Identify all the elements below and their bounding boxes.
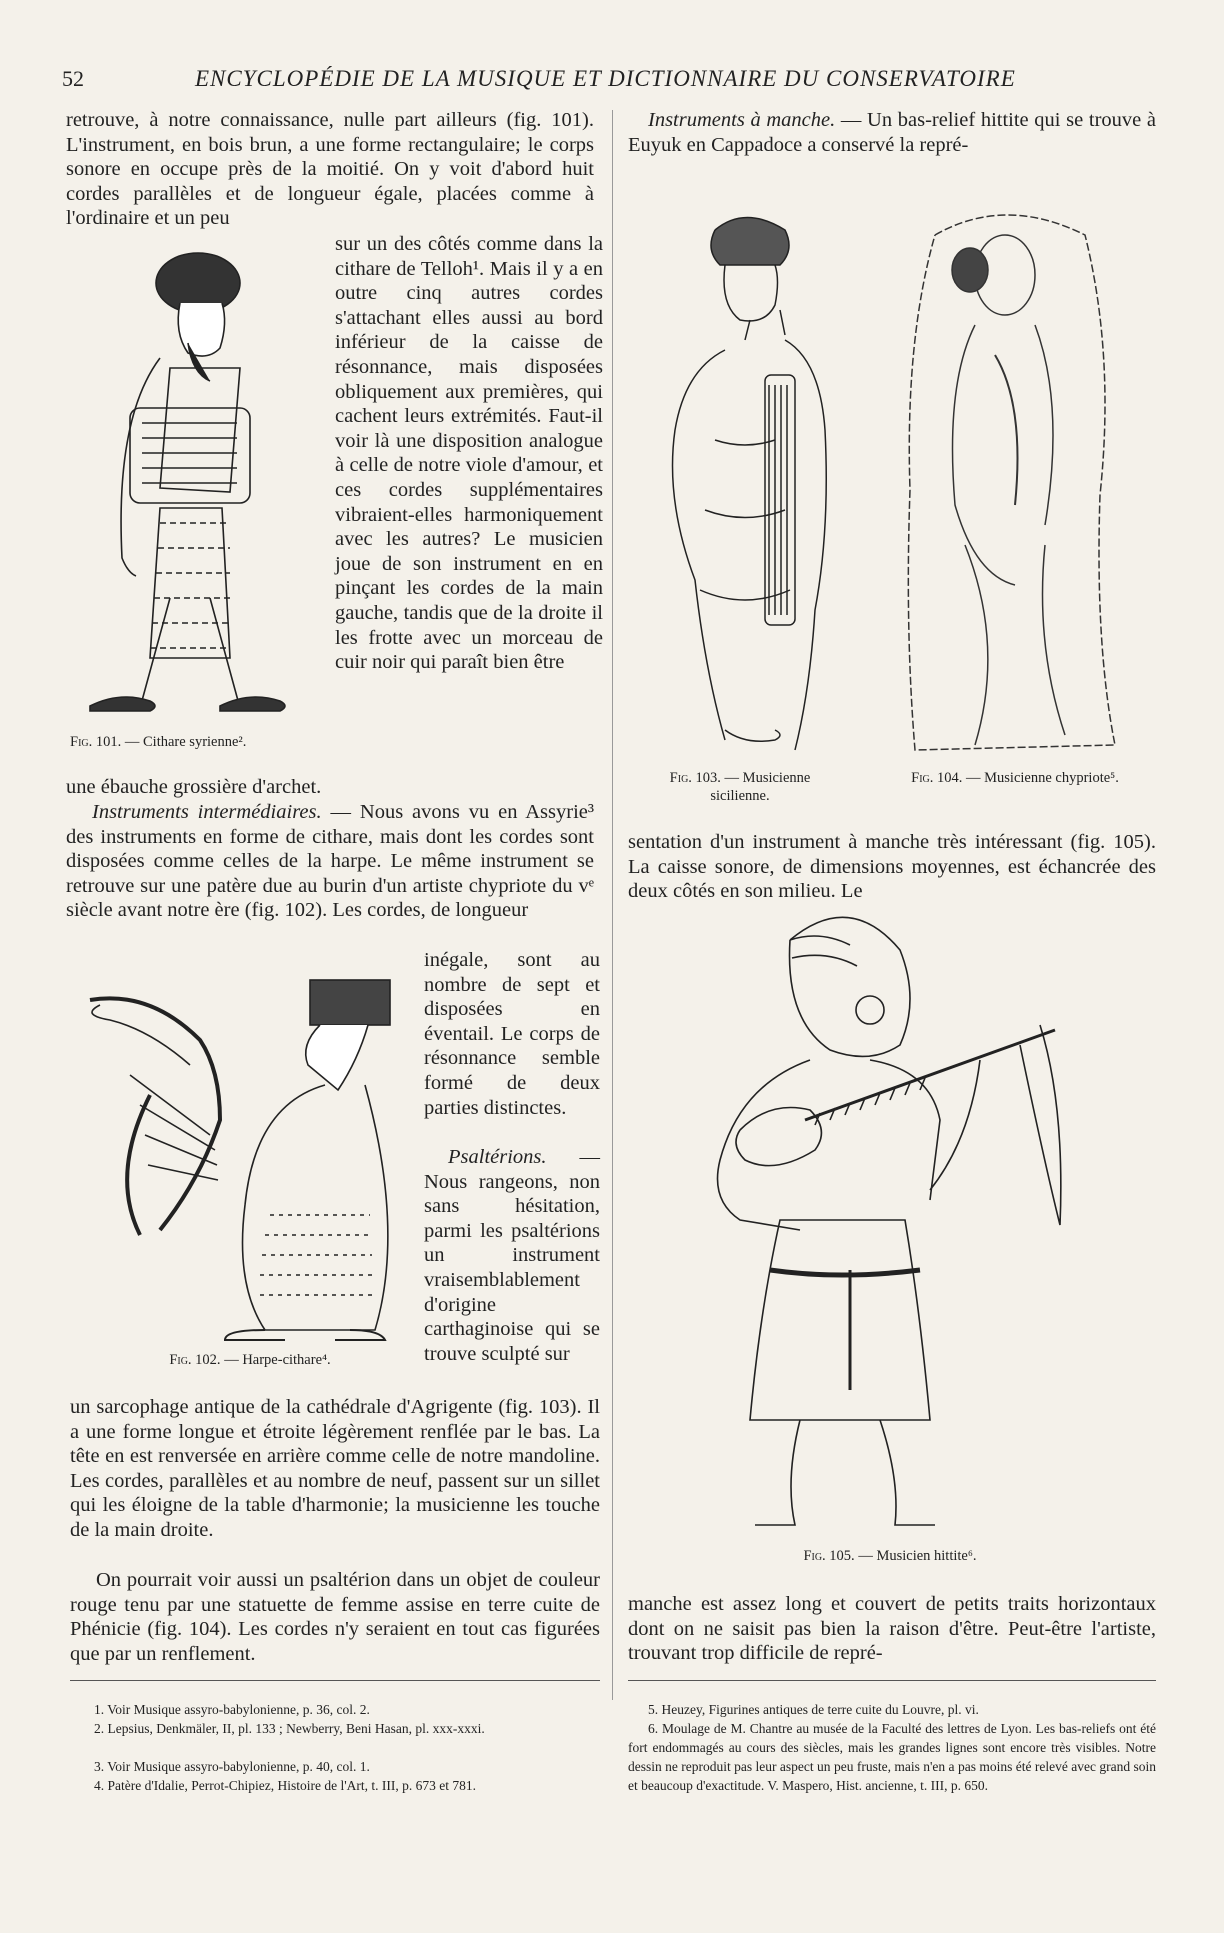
paragraph-psalterions-full: un sarcophage antique de la cathédrale d'Agrigente (fig. 103). Il a une forme longue et étroite légèrement renflée par le bas. La tête en est renversée en arrière comme celle de notre mandoline. Les cordes, parallèles et au nombre de neuf, passent sur un sillet qui les éloigne de la table d'harmonie; la musicienne les touche de la main droite. [70,1396,600,1541]
caption-fig-105-number: Fig. 105. [803,1548,855,1564]
paragraph-cithare-end: une ébauche grossière d'archet. [66,776,322,798]
footnote-3: 3. Voir Musique assyro-babylonienne, p. 40, col. 1. [94,1759,370,1774]
caption-fig-101 [70,733,330,751]
paragraph-psalterion-phenicie: On pourrait voir aussi un psaltérion dans un objet de couleur rouge tenu par une statuette de femme assise en terre cuite de Phénicie (fig. 104). Les cordes n'y seraient en tout cas figurées que par un renflement. [70,1569,600,1665]
caption-fig-103 [640,769,840,805]
paragraph-psalterions-wrap [424,1145,600,1366]
paragraph-instruments-intermediaires-text: — Nous avons vu en Assyrie³ des instruments en forme de cithare, mais dont les cordes sont disposées comme celles de la harpe. Le même instrument se retrouve sur une patère due au burin d'un artiste chypriote du vᵉ siècle avant notre ère (fig. 102). Les cordes, de longueur [66,801,595,922]
footnote-2: 2. Lepsius, Denkmäler, II, pl. 133 ; Newberry, Beni Hasan, pl. xxx-xxxi. [94,1721,485,1736]
footnote-separator-right [628,1680,1156,1681]
paragraph-instruments-a-manche [628,108,1156,157]
figure-105-hittite-musician [680,910,1100,1535]
caption-fig-102-text: — Harpe-cithare⁴. [224,1352,331,1368]
paragraph-harpe-cithare-wrap: inégale, sont au nombre de sept et disposées en éventail. Le corps de résonnance semble formé de deux parties distinctes. [424,949,600,1119]
figure-103-sicilian-musician [655,210,845,760]
footnote-5: 5. Heuzey, Figurines antiques de terre cuite du Louvre, pl. vi. [648,1702,979,1717]
paragraph-cithare-wrap: sur un des côtés comme dans la cithare de Telloh¹. Mais il y a en outre cinq autres cordes s'attachant elles aussi au bord inférieur de la caisse de résonnance, mais disposées obliquement aux premières, qui cachent leurs extrémités. Faut-il voir là une disposition analogue à celle de notre viole d'amour, et ces cordes supplémentaires vibraient-elles harmoniquement avec les autres? Le musicien joue de son instrument en en pinçant les cordes de la main gauche, tandis que de la droite il les frotte avec un morceau de cuir noir qui paraît bien être [335,233,603,674]
caption-fig-104-number: Fig. 104. [911,770,963,786]
footnote-6: 6. Moulage de M. Chantre au musée de la Faculté des lettres de Lyon. Les bas-reliefs ont été fort endommagés au cours des siècles, mais les grandes lignes sont encore très visibles. Notre dessin ne reproduit pas leur aspect un peu fruste, mais n'en a pas moins été relevé avec grand soin et beaucoup d'exactitude. V. Maspero, Hist. ancienne, t. III, p. 650. [628,1721,1156,1793]
caption-fig-102-number: Fig. 102. [169,1352,221,1368]
heading-psalterions: Psaltérions. [448,1146,547,1168]
caption-fig-101-number: Fig. 101. [70,734,122,750]
paragraph-instrument-a-manche-cont: sentation d'un instrument à manche très intéressant (fig. 105). La caisse sonore, de dimensions moyennes, est échancrée des deux côtés en son milieu. Le [628,831,1156,903]
running-title: ENCYCLOPÉDIE DE LA MUSIQUE ET DICTIONNAIRE DU CONSERVATOIRE [195,66,1016,91]
caption-fig-105 [740,1547,1040,1565]
caption-fig-102 [120,1351,380,1369]
paragraph-psalterions-wrap-text: — Nous rangeons, non sans hésitation, parmi les psaltérions un instrument vraisemblablement d'origine carthaginoise qui se trouve sculpté sur [424,1146,600,1365]
paragraph-cithare-intro: retrouve, à notre connaissance, nulle part ailleurs (fig. 101). L'instrument, en bois brun, a une forme rectangulaire; le corps sonore en occupe près de la moitié. On y voit d'abord huit cordes parallèles et de longueur égale, placées comme à l'ordinaire et un peu [66,109,594,230]
heading-instruments-intermediaires: Instruments intermédiaires. [92,801,322,823]
figure-104-cypriot-musician [895,205,1120,760]
footnote-1: 1. Voir Musique assyro-babylonienne, p. 36, col. 2. [94,1702,370,1717]
caption-fig-105-text: — Musicien hittite⁶. [858,1548,977,1564]
page-number: 52 [62,66,84,91]
paragraph-instruments-a-manche-text: — Un bas-relief hittite qui se trouve à Euyuk en Cappadoce a conservé la repré- [628,109,1156,156]
paragraph-instruments-intermediaires [66,800,594,923]
caption-fig-101-text: — Cithare syrienne². [124,734,247,750]
figure-101-syrian-cithara [70,248,325,723]
caption-fig-103-number: Fig. 103. [669,770,721,786]
paragraph-manche-long: manche est assez long et couvert de petits traits horizontaux dont on ne saisit pas bien la raison d'être. Peut-être l'artiste, trouvant trop difficile de repré- [628,1593,1156,1665]
footnote-4: 4. Patère d'Idalie, Perrot-Chipiez, Histoire de l'Art, t. III, p. 673 et 781. [94,1778,477,1793]
column-divider [612,110,613,1700]
heading-instruments-a-manche: Instruments à manche. [648,109,836,131]
figure-102-harp-cithara [70,975,410,1345]
caption-fig-104 [910,769,1120,787]
caption-fig-104-text: — Musicienne chypriote⁵. [966,770,1119,786]
caption-fig-103-text: — Musicienne sicilienne. [710,770,811,804]
footnote-separator-left [70,1680,600,1681]
